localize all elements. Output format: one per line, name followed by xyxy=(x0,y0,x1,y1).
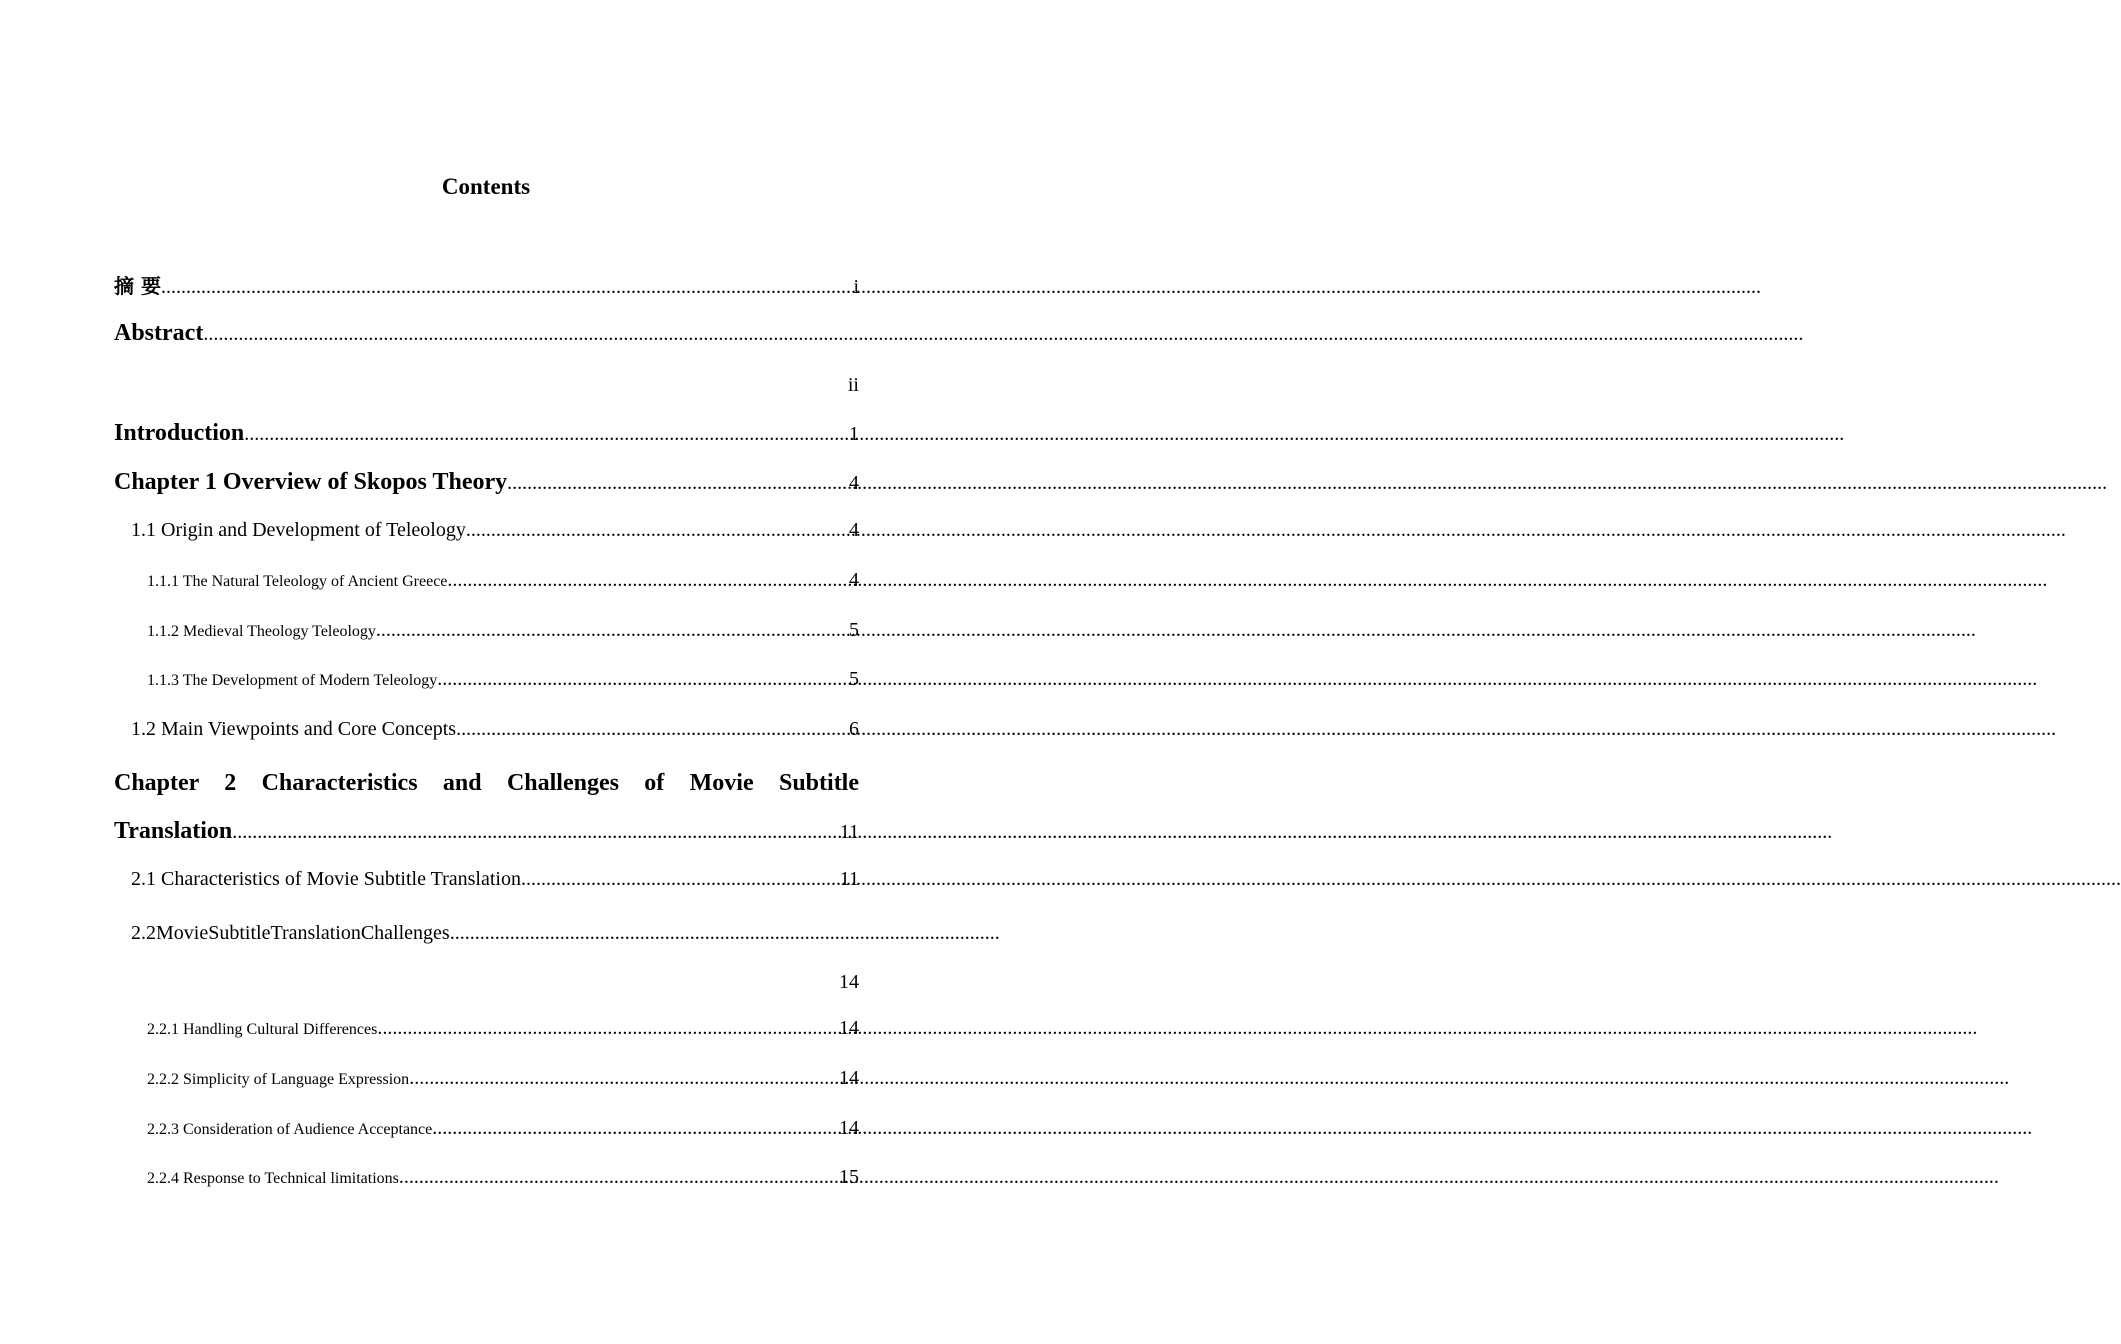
toc-entry-title: 摘 要 xyxy=(114,274,161,298)
toc-entry-2-1[interactable] xyxy=(131,868,859,902)
toc-entry-word: Translation xyxy=(270,922,361,944)
toc-page-number: 11 xyxy=(839,868,859,890)
toc-entry-title: Chapter 1 Overview of Skopos Theory xyxy=(114,469,508,495)
toc-leader-dots xyxy=(244,423,849,446)
toc-entry-1-1-1[interactable] xyxy=(147,569,859,603)
toc-entry-1-1[interactable] xyxy=(131,519,859,553)
toc-entry-title: 1.2 Main Viewpoints and Core Concepts xyxy=(131,718,457,740)
toc-page-number: 4 xyxy=(849,519,859,541)
toc-page-number: 14 xyxy=(839,1067,859,1089)
toc-entry-1-1-3[interactable] xyxy=(147,668,859,702)
toc-page-number: ii xyxy=(847,374,859,396)
toc-entry-chapter-2-line1[interactable]: Chapter 2 Characteristics and Challenges of Movie Subtitle xyxy=(114,770,859,796)
toc-leader-dots xyxy=(376,619,849,642)
toc-leader-dots xyxy=(399,1166,839,1189)
toc-entry-zhaiyao[interactable] xyxy=(114,270,859,304)
toc-leader-dots xyxy=(203,323,856,346)
toc-entry-title: 1.1.3 The Development of Modern Teleology xyxy=(147,672,438,689)
toc-page-number: 1 xyxy=(849,423,859,445)
toc-entry-title: Translation xyxy=(114,818,233,844)
toc-page-number: 14 xyxy=(839,1017,859,1039)
toc-entry-title: 1.1.1 The Natural Teleology of Ancient Greece xyxy=(147,573,448,590)
toc-entry-word: Challenges xyxy=(360,922,450,944)
toc-entry-title: 2.2.4 Response to Technical limitations xyxy=(147,1170,399,1187)
toc-page-number: 14 xyxy=(839,1117,859,1139)
toc-entry-title: 1.1 Origin and Development of Teleology xyxy=(131,519,466,541)
toc-page-number: i xyxy=(853,276,859,298)
toc-page-number: 14 xyxy=(839,971,859,993)
toc-entry-chapter-1[interactable] xyxy=(114,469,859,503)
toc-leader-dots xyxy=(232,821,839,844)
toc-leader-dots xyxy=(507,472,849,495)
toc-entry-title: Introduction xyxy=(114,420,245,446)
toc-entry-word: 2.2 xyxy=(131,922,156,944)
contents-title: Contents xyxy=(441,174,531,199)
toc-page-number: 11 xyxy=(839,821,859,843)
toc-entry-2-2-2[interactable] xyxy=(147,1067,859,1101)
toc-leader-dots: .............................................................................................................. xyxy=(449,922,1000,944)
toc-leader-dots xyxy=(161,276,853,299)
toc-entry-1-2[interactable] xyxy=(131,718,859,752)
toc-page-number: 15 xyxy=(839,1166,859,1188)
toc-entry-title: 2.2.2 Simplicity of Language Expression xyxy=(147,1071,410,1088)
toc-entry-2-2-3[interactable] xyxy=(147,1117,859,1151)
toc-leader-dots xyxy=(409,1067,839,1090)
toc-entry-word: Movie xyxy=(156,922,209,944)
toc-leader-dots xyxy=(447,569,849,592)
toc-entry-2-2-4[interactable] xyxy=(147,1166,859,1200)
toc-entry-title: 2.2.3 Consideration of Audience Acceptance xyxy=(147,1121,433,1138)
toc-entry-abstract[interactable] xyxy=(114,320,856,354)
toc-page xyxy=(0,0,1000,1344)
toc-entry-title: Abstract xyxy=(114,320,204,346)
toc-leader-dots xyxy=(466,519,849,542)
toc-entry-title: 2.2.1 Handling Cultural Differences xyxy=(147,1021,378,1038)
toc-leader-dots xyxy=(521,868,840,891)
toc-leader-dots xyxy=(377,1017,839,1040)
toc-leader-dots xyxy=(432,1117,839,1140)
toc-entry-word: Subtitle xyxy=(208,922,271,944)
toc-entry-2-2[interactable] xyxy=(131,918,1000,948)
toc-page-number: 5 xyxy=(849,619,859,641)
toc-page-number: 4 xyxy=(849,569,859,591)
toc-leader-dots xyxy=(437,668,849,691)
toc-entry-chapter-2-line2[interactable] xyxy=(114,818,859,852)
toc-entry-2-2-1[interactable] xyxy=(147,1017,859,1051)
toc-page-number: 4 xyxy=(849,472,859,494)
toc-page-number: 6 xyxy=(849,718,859,740)
toc-leader-dots xyxy=(456,718,849,741)
toc-entry-1-1-2[interactable] xyxy=(147,619,859,653)
toc-entry-title: 2.1 Characteristics of Movie Subtitle Translation xyxy=(131,868,521,890)
toc-entry-introduction[interactable] xyxy=(114,420,859,454)
toc-entry-title: 1.1.2 Medieval Theology Teleology xyxy=(147,623,376,640)
toc-page-number: 5 xyxy=(849,668,859,690)
